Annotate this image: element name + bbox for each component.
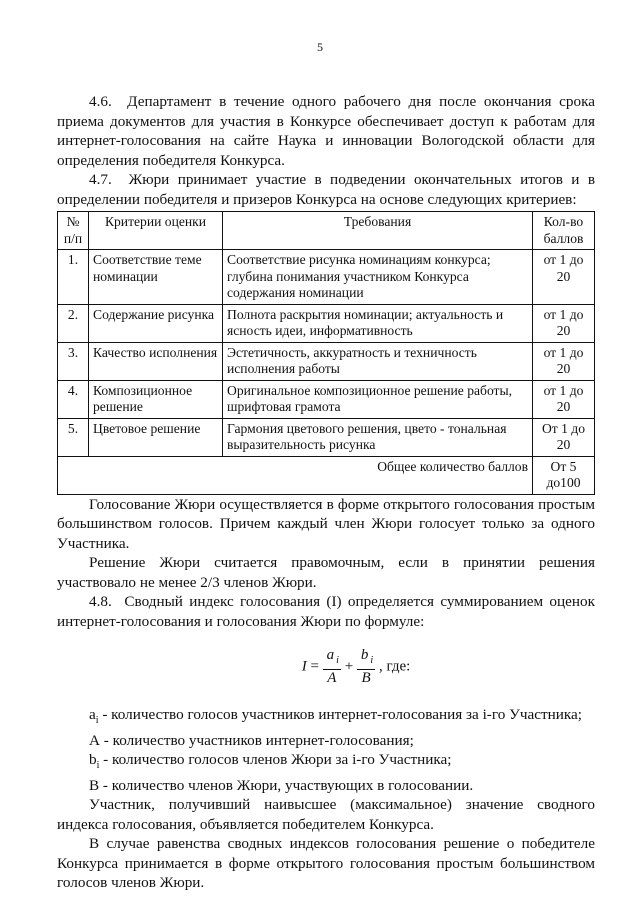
table-total-row [58, 456, 595, 494]
row-num: 1. [58, 250, 89, 305]
paragraph-tie: В случае равенства сводных индексов голосования решение о победителе Конкурса принимается в форме открытого голосования простым большинством голосов членов Жюри. [57, 835, 595, 892]
row-num: 4. [58, 380, 89, 418]
table-header-row [58, 212, 595, 250]
document-body [57, 92, 595, 893]
header-num: № п/п [58, 212, 89, 250]
row-points: от 1 до 20 [533, 380, 595, 418]
row-points: От 1 до 20 [533, 418, 595, 456]
row-requirements: Полнота раскрытия номинации; актуальность и ясность идеи, информативность [223, 304, 533, 342]
table-row [58, 380, 595, 418]
fraction-a-numerator: a [326, 647, 335, 663]
var-ai-subscript: i [95, 715, 99, 727]
paragraph-validity: Решение Жюри считается правомочным, если в принятии решения участвовало не менее 2/3 членов Жюри. [57, 554, 595, 591]
fraction-a-subscript: i [336, 655, 339, 666]
row-num: 3. [58, 342, 89, 380]
formula-lhs: I [301, 658, 307, 675]
row-requirements: Гармония цветового решения, цвето - тональная выразительность рисунка [223, 418, 533, 456]
page-number: 5 [317, 40, 323, 54]
table-row [58, 342, 595, 380]
formula [117, 647, 595, 687]
var-ai-symbol: a [89, 706, 96, 723]
header-requirements: Требования [223, 212, 533, 250]
row-criteria: Цветовое решение [89, 418, 223, 456]
criteria-table [57, 211, 595, 495]
paragraph-4-7: 4.7. Жюри принимает участие в подведении окончательных итогов и в определении победителя и призеров Конкурса на основе следующих критериев: [57, 171, 595, 208]
table-row [58, 304, 595, 342]
row-requirements: Соответствие рисунка номинациям конкурса; глубина понимания участником Конкурса содержания номинации [223, 250, 533, 305]
total-value: От 5 до100 [533, 456, 595, 494]
fraction-a [323, 647, 341, 687]
formula-plus: + [344, 658, 354, 675]
var-bi-subscript: i [96, 760, 100, 772]
var-bi-text: - количество голосов членов Жюри за i-го Участника; [99, 751, 452, 769]
row-requirements: Эстетичность, аккуратность и техничность исполнения работы [223, 342, 533, 380]
fraction-b-subscript: i [370, 655, 374, 666]
var-bi-symbol: b [89, 751, 97, 769]
row-requirements: Оригинальное композиционное решение работы, шрифтовая грамота [223, 380, 533, 418]
fraction-b-denominator: B [361, 670, 371, 686]
total-label: Общее количество баллов [58, 456, 533, 494]
row-criteria: Композиционное решение [89, 380, 223, 418]
var-ai-text: - количество голосов участников интернет-голосования за i-го Участника; [98, 706, 582, 723]
row-criteria: Качество исполнения [89, 342, 223, 380]
row-num: 2. [58, 304, 89, 342]
table-row [58, 418, 595, 456]
fraction-b-numerator: b [360, 647, 369, 663]
paragraph-4-8: 4.8. Сводный индекс голосования (I) определяется суммированием оценок интернет-голосования и голосования Жюри по формуле: [57, 593, 595, 630]
row-points: от 1 до 20 [533, 250, 595, 305]
row-num: 5. [58, 418, 89, 456]
paragraph-4-6: 4.6. Департамент в течение одного рабочего дня после окончания срока приема документов для участия в Конкурсе обеспечивает доступ к работам для интернет-голосования на сайте Наука и инновации Вологодской области для определения победителя Конкурса. [57, 93, 595, 169]
var-B: В - количество членов Жюри, участвующих в голосовании. [89, 776, 474, 794]
paragraph-voting: Голосование Жюри осуществляется в форме открытого голосования простым большинством голосов. Причем каждый член Жюри голосует только за одного Участника. [57, 495, 595, 552]
header-criteria: Критерии оценки [89, 212, 223, 250]
var-A: А - количество участников интернет-голосования; [89, 731, 414, 749]
row-criteria: Соответствие теме номинации [89, 250, 223, 305]
fraction-a-denominator: A [327, 670, 337, 686]
row-criteria: Содержание рисунка [89, 304, 223, 342]
var-ai [57, 705, 595, 731]
fraction-b [357, 647, 375, 687]
table-row [58, 250, 595, 305]
row-points: от 1 до 20 [533, 342, 595, 380]
formula-tail: , где: [378, 658, 411, 675]
header-points: Кол-во баллов [533, 212, 595, 250]
var-bi [57, 750, 595, 776]
row-points: от 1 до 20 [533, 304, 595, 342]
formula-equals: = [310, 658, 319, 675]
paragraph-winner: Участник, получивший наивысшее (максимальное) значение сводного индекса голосования, объявляется победителем Конкурса. [57, 796, 595, 833]
